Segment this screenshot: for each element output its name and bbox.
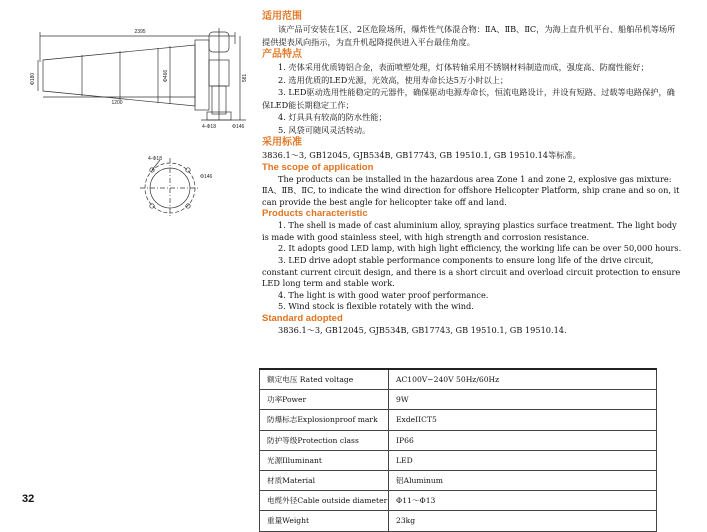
application-cn-text: 该产品可安装在1区、2区危险场所，爆炸性气体混合物：ⅡA、ⅡB、ⅡC，为海上直升机平台、船舶吊机等场所提供提表风向指示，为直升机起降提供进入平台最佳角度。 xyxy=(262,24,676,47)
heading-application-cn: 适用范围 xyxy=(262,11,302,22)
spec-value: ExdeIICT5 xyxy=(389,410,657,430)
feature-en-item: 1. The shell is made of cast aluminium alloy, spraying plastics surface treatment. The light body is made with good stainless steel, with high strength and corrosion resistance. xyxy=(262,220,677,242)
table-row xyxy=(260,369,657,390)
feature-en-item: 2. It adopts good LED lamp, with high light efficiency, the working life can be over 50,000 hours. xyxy=(278,243,682,254)
spec-label: 功率Power xyxy=(260,390,389,410)
spec-value: Φ11～Φ13 xyxy=(389,491,657,511)
feature-en-item: 3. LED drive adopt stable performance components to ensure long life of the drive circuit, constant current circuit design, and there is a short circuit and overload circuit protection to ensure LED long term and stable work. xyxy=(262,255,681,289)
spec-label: 重量Weight xyxy=(260,511,389,531)
dim-total-length: 2395 xyxy=(134,29,146,35)
heading-standard-cn: 采用标准 xyxy=(262,137,302,148)
spec-value: 23kg xyxy=(389,511,657,531)
table-row xyxy=(260,511,657,531)
feature-en-item: 4. The light is with good water proof performance. xyxy=(278,289,489,300)
dim-diameter-left: Φ180 xyxy=(30,72,36,86)
table-row xyxy=(260,491,657,511)
spec-label: 防护等级Protection class xyxy=(260,430,389,450)
feature-cn-item: 2. 选用优质的LED光源，光效高，使用寿命长达5万小时以上； xyxy=(278,74,509,85)
table-row xyxy=(260,410,657,430)
spec-label: 材质Material xyxy=(260,470,389,490)
heading-standard-en: Standard adopted xyxy=(262,313,343,325)
feature-cn-item: 5. 风袋可随风灵活转动。 xyxy=(278,124,371,135)
table-row xyxy=(260,470,657,490)
spec-table xyxy=(259,368,657,532)
spec-value: IP66 xyxy=(389,430,657,450)
spec-label: 防爆标志Explosionproof mark xyxy=(260,410,389,430)
dim-flange: Φ146 xyxy=(232,124,245,130)
spec-label: 额定电压 Rated voltage xyxy=(260,369,389,390)
table-row xyxy=(260,390,657,410)
dim-height-right: 581 xyxy=(242,73,248,83)
flange-dia-label: Φ146 xyxy=(200,174,213,180)
table-row xyxy=(260,450,657,470)
standard-en-text: 3836.1～3, GB12045, GJB534B, GB17743, GB 19510.1, GB 19510.14. xyxy=(278,325,567,336)
flange-holes-label: 4-Φ18 xyxy=(148,156,162,162)
feature-en-item: 5. Wind stock is flexible rotately with the wind. xyxy=(278,301,474,312)
heading-application-en: The scope of application xyxy=(262,161,374,173)
table-row xyxy=(260,430,657,450)
heading-features-en: Products characteristic xyxy=(262,208,368,220)
heading-features-cn: 产品特点 xyxy=(262,49,302,60)
dim-diameter-mid: Φ466 xyxy=(163,69,169,83)
dim-holes: 4-Φ18 xyxy=(202,124,216,130)
standard-cn-text: 3836.1～3, GB12045, GJB534B, GB17743, GB 19510.1, GB 19510.14等标准。 xyxy=(262,150,581,160)
application-en-text: The products can be installed in the hazardous area Zone 1 and zone 2, explosive gas mixture: ⅡA、ⅡB、ⅡC, to indicate the wind direction for offshore Helicopter Platform, ship crane and so on, it can provide the best angle for helicopter take off and land. xyxy=(262,173,680,207)
spec-label: 光源Illuminant xyxy=(260,450,389,470)
product-description xyxy=(262,10,682,337)
spec-value: 铝Aluminum xyxy=(389,470,657,490)
spec-value: AC100V~240V 50Hz/60Hz xyxy=(389,369,657,390)
feature-cn-item: 1. 壳体采用优质铸铝合金，表面喷塑处理，灯体转轴采用不锈钢材料制造而成，强度高、防腐性能好； xyxy=(278,62,649,72)
feature-cn-item: 4. 灯具具有较高的防水性能； xyxy=(278,112,387,122)
spec-value: LED xyxy=(389,450,657,470)
spec-label: 电缆外径Cable outside diameter xyxy=(260,491,389,511)
spec-value: 9W xyxy=(389,390,657,410)
page-number: 32 xyxy=(22,493,35,505)
feature-cn-item: 3. LED驱动选用性能稳定的元器件，确保驱动电源寿命长，恒流电路设计，并设有短路、过载等电路保护，确保LED能长期稳定工作； xyxy=(262,87,675,110)
technical-drawing xyxy=(0,0,260,220)
dim-sock-length: 1200 xyxy=(111,100,123,106)
